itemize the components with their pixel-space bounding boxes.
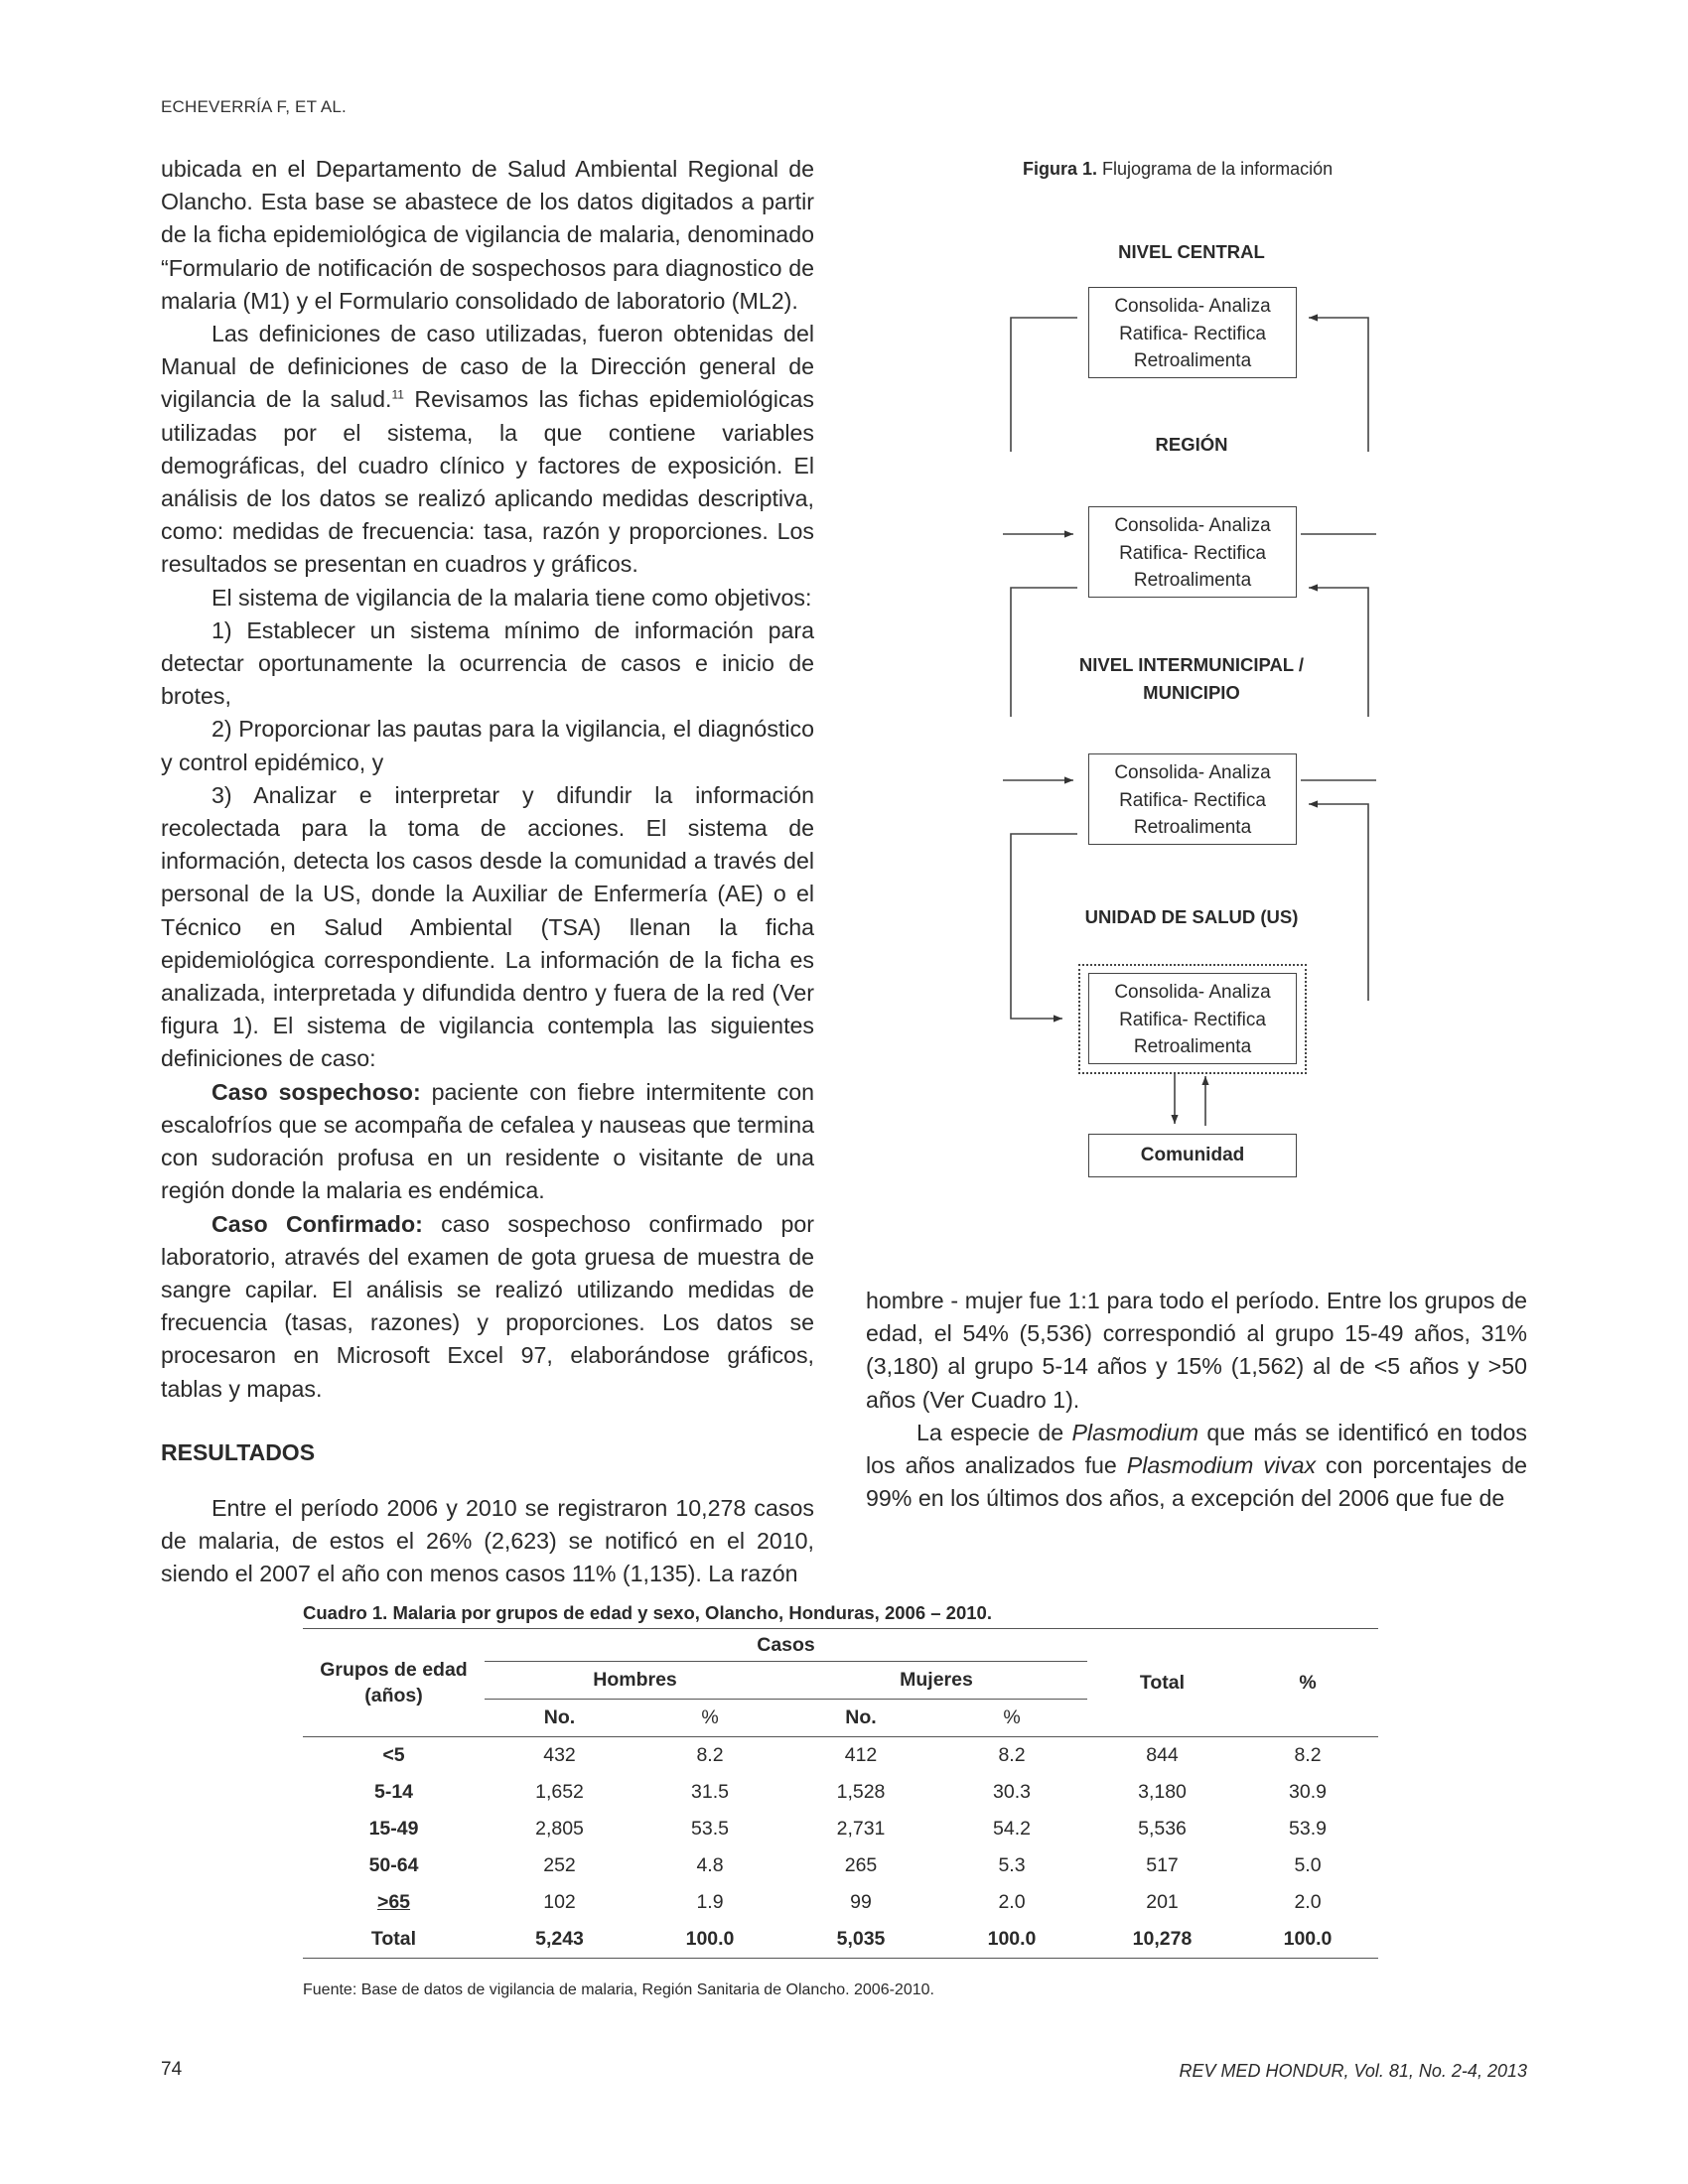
cell: 100.0 bbox=[987, 1928, 1037, 1950]
cell-group: Total bbox=[370, 1928, 417, 1950]
cell: 99 bbox=[850, 1891, 872, 1913]
cell: 5,035 bbox=[836, 1928, 886, 1950]
cell: 30.9 bbox=[1289, 1781, 1327, 1803]
box-line: Ratifica- Rectifica bbox=[1119, 1009, 1266, 1030]
table-row bbox=[303, 1737, 1378, 1775]
cell: 2,805 bbox=[535, 1818, 584, 1840]
definition-term: Caso sospechoso: bbox=[211, 1078, 421, 1105]
table-source: Fuente: Base de datos de vigilancia de malaria, Región Sanitaria de Olancho. 2006-2010. bbox=[303, 1981, 934, 1998]
box-line: Ratifica- Rectifica bbox=[1119, 542, 1266, 564]
species-name: Plasmodium bbox=[1071, 1419, 1199, 1445]
cell: 53.9 bbox=[1289, 1818, 1327, 1840]
cell: 8.2 bbox=[1294, 1744, 1322, 1766]
paragraph: Entre el período 2006 y 2010 se registraron 10,278 casos de malaria, de estos el 26% (2,623) se notificó en el 2010, siendo el 2007 el año con menos casos 11% (1,135). La razón bbox=[161, 1494, 814, 1587]
cell: 517 bbox=[1146, 1854, 1179, 1876]
page-number: 74 bbox=[161, 2059, 183, 2080]
paragraph-text: que más se identificó en todos los años analizados fue bbox=[866, 1419, 1527, 1479]
level-intermunicipal-line2: MUNICIPIO bbox=[1143, 682, 1240, 703]
definition-text: caso sospechoso confirmado por laboratorio, através del examen de gota gruesa de muestra de sangre capilar. El análisis se realizó utilizando medidas de frecuencia (tasas, razones) y proporciones. Los datos se procesaron en Microsoft Excel 97, elaborándose gráficos, tablas y mapas. bbox=[161, 1210, 815, 1402]
community-box: Comunidad bbox=[1088, 1134, 1297, 1177]
section-title: RESULTADOS bbox=[161, 1438, 316, 1465]
box-line: Ratifica- Rectifica bbox=[1119, 323, 1266, 344]
cell: 2.0 bbox=[998, 1891, 1026, 1913]
paragraph-text: con porcentajes de 99% en los últimos dos años, a excepción del 2006 que fue de bbox=[866, 1452, 1527, 1512]
journal-citation: REV MED HONDUR, Vol. 81, No. 2-4, 2013 bbox=[1179, 2061, 1527, 2081]
table-row bbox=[303, 1811, 1378, 1847]
cell-group: 5-14 bbox=[373, 1781, 414, 1803]
cell: 412 bbox=[844, 1744, 878, 1766]
paragraph-text: Revisamos las fichas epidemiológicas utilizadas por el sistema, la que contiene variables demográficas, del cuadro clínico y factores de exposición. El análisis de los datos se realizó aplicando medidas descriptiva, como: medidas de frecuencia: tasa, razón y proporciones. Los resultados se presentan en cuadros y gráficos. bbox=[161, 386, 814, 578]
header-total: Total bbox=[1139, 1671, 1186, 1694]
level-region-label: REGIÓN bbox=[1155, 434, 1228, 455]
cell: 1,528 bbox=[836, 1781, 886, 1803]
data-table bbox=[303, 1628, 1378, 1959]
figure-title: Flujograma de la información bbox=[1097, 159, 1334, 179]
process-box-central bbox=[1088, 287, 1297, 378]
process-box-us bbox=[1088, 973, 1297, 1064]
table-row bbox=[303, 1774, 1378, 1811]
header-sub-percent: % bbox=[1003, 1706, 1021, 1728]
objective-item: 2) Proporcionar las pautas para la vigilancia, el diagnóstico y control epidémico, y bbox=[161, 716, 814, 775]
header-hombres: Hombres bbox=[485, 1662, 785, 1700]
cell: 102 bbox=[543, 1891, 576, 1913]
level-central-label: NIVEL CENTRAL bbox=[1118, 241, 1265, 262]
level-intermunicipal-label bbox=[1028, 651, 1355, 707]
paragraph: El sistema de vigilancia de la malaria tiene como objetivos: bbox=[211, 584, 812, 611]
cell: 8.2 bbox=[696, 1744, 724, 1766]
cell: 5.3 bbox=[998, 1854, 1026, 1876]
species-name: Plasmodium vivax bbox=[1126, 1452, 1317, 1479]
table-row bbox=[303, 1884, 1378, 1921]
header-casos: Casos bbox=[485, 1629, 1087, 1662]
box-line: Retroalimenta bbox=[1133, 817, 1252, 839]
cell: 2.0 bbox=[1294, 1891, 1322, 1913]
running-head: ECHEVERRÍA F, ET AL. bbox=[161, 97, 347, 116]
cell: 432 bbox=[543, 1744, 576, 1766]
paragraph-text: Las definiciones de caso utilizadas, fueron obtenidas del Manual de definiciones de caso de la Dirección general de vigilancia de la salud. bbox=[161, 321, 814, 413]
box-line: Retroalimenta bbox=[1133, 350, 1252, 372]
cell: 252 bbox=[543, 1854, 576, 1876]
cell: 5,536 bbox=[1138, 1818, 1187, 1840]
cell: 5,243 bbox=[535, 1928, 584, 1950]
box-line: Consolida- Analiza bbox=[1114, 515, 1271, 536]
cell: 1,652 bbox=[535, 1781, 584, 1803]
definition-term: Caso Confirmado: bbox=[211, 1210, 423, 1237]
table-row bbox=[303, 1847, 1378, 1884]
header-mujeres: Mujeres bbox=[785, 1662, 1087, 1700]
cell: 8.2 bbox=[998, 1744, 1026, 1766]
box-line: Consolida- Analiza bbox=[1114, 762, 1271, 783]
cell: 4.8 bbox=[696, 1854, 724, 1876]
header-sub-percent: % bbox=[701, 1706, 719, 1728]
process-box-municipio bbox=[1088, 753, 1297, 845]
citation-ref: 11 bbox=[391, 387, 404, 402]
objective-item: 1) Establecer un sistema mínimo de información para detectar oportunamente la ocurrencia de casos e inicio de brotes, bbox=[161, 616, 814, 710]
process-box-region bbox=[1088, 506, 1297, 598]
cell: 201 bbox=[1146, 1891, 1179, 1913]
header-no: No. bbox=[543, 1706, 576, 1728]
cell: 844 bbox=[1146, 1744, 1179, 1766]
table-caption: Cuadro 1. Malaria por grupos de edad y sexo, Olancho, Honduras, 2006 – 2010. bbox=[303, 1602, 992, 1623]
box-line: Consolida- Analiza bbox=[1114, 982, 1271, 1003]
box-line: Retroalimenta bbox=[1133, 570, 1252, 592]
cell: 100.0 bbox=[685, 1928, 735, 1950]
cell: 1.9 bbox=[696, 1891, 724, 1913]
cell: 5.0 bbox=[1294, 1854, 1322, 1876]
cell-group: <5 bbox=[382, 1744, 405, 1766]
cell: 100.0 bbox=[1283, 1928, 1333, 1950]
table-total-row bbox=[303, 1921, 1378, 1959]
header-no: No. bbox=[845, 1706, 877, 1728]
cell: 265 bbox=[844, 1854, 878, 1876]
level-intermunicipal-line1: NIVEL INTERMUNICIPAL / bbox=[1078, 654, 1305, 675]
cell: 31.5 bbox=[691, 1781, 729, 1803]
header-age-group bbox=[303, 1629, 485, 1737]
header-percent: % bbox=[1299, 1671, 1317, 1694]
paragraph: ubicada en el Departamento de Salud Ambiental Regional de Olancho. Esta base se abastece de los datos digitados a partir de la ficha epidemiológica de vigilancia de malaria, denominado “Formulario de notificación de sospechosos para diagnostico de malaria (M1) y el Formulario consolidado de laboratorio (ML2). bbox=[161, 156, 814, 314]
paragraph: hombre - mujer fue 1:1 para todo el período. Entre los grupos de edad, el 54% (5,536) correspondió al grupo 15-49 años, 31% (3,180) al grupo 5-14 años y 15% (1,562) al de <5 años y >50 años (Ver Cuadro 1). bbox=[866, 1288, 1527, 1413]
box-line: Retroalimenta bbox=[1133, 1036, 1252, 1058]
cell: 53.5 bbox=[691, 1818, 729, 1840]
cell-group: 50-64 bbox=[368, 1854, 419, 1876]
cell: 10,278 bbox=[1132, 1928, 1193, 1950]
cell: 30.3 bbox=[993, 1781, 1031, 1803]
header-age-group-line1: Grupos de edad bbox=[320, 1659, 468, 1681]
cell: 54.2 bbox=[993, 1818, 1031, 1840]
header-age-group-line2: (años) bbox=[364, 1685, 423, 1706]
figure-label: Figura 1. bbox=[1023, 159, 1098, 179]
cell: 2,731 bbox=[836, 1818, 886, 1840]
cell-group: 15-49 bbox=[368, 1818, 419, 1840]
paragraph-text: La especie de bbox=[916, 1419, 1072, 1445]
level-us-label: UNIDAD DE SALUD (US) bbox=[1084, 906, 1299, 927]
box-line: Consolida- Analiza bbox=[1114, 296, 1271, 317]
cell-group: >65 bbox=[376, 1891, 411, 1913]
up-connector bbox=[1309, 804, 1368, 1001]
box-line: Ratifica- Rectifica bbox=[1119, 789, 1266, 811]
objective-item: 3) Analizar e interpretar y difundir la información recolectada para la toma de acciones. El sistema de información, detecta los casos desde la comunidad a través del personal de la US, donde la Auxiliar de Enfermería (AE) o el Técnico en Salud Ambiental (TSA) llenan la ficha epidemiológica correspondiente. La información de la ficha es analizada, interpretada y difundida dentro y fuera de la red (Ver figura 1). El sistema de vigilancia contempla las siguientes definiciones de caso: bbox=[161, 781, 814, 1072]
cell: 3,180 bbox=[1138, 1781, 1187, 1803]
definition-text: paciente con fiebre intermitente con escalofríos que se acompaña de cefalea y nauseas que termina con sudoración profusa en un residente o visitante de una región donde la malaria es endémica. bbox=[161, 1078, 814, 1204]
